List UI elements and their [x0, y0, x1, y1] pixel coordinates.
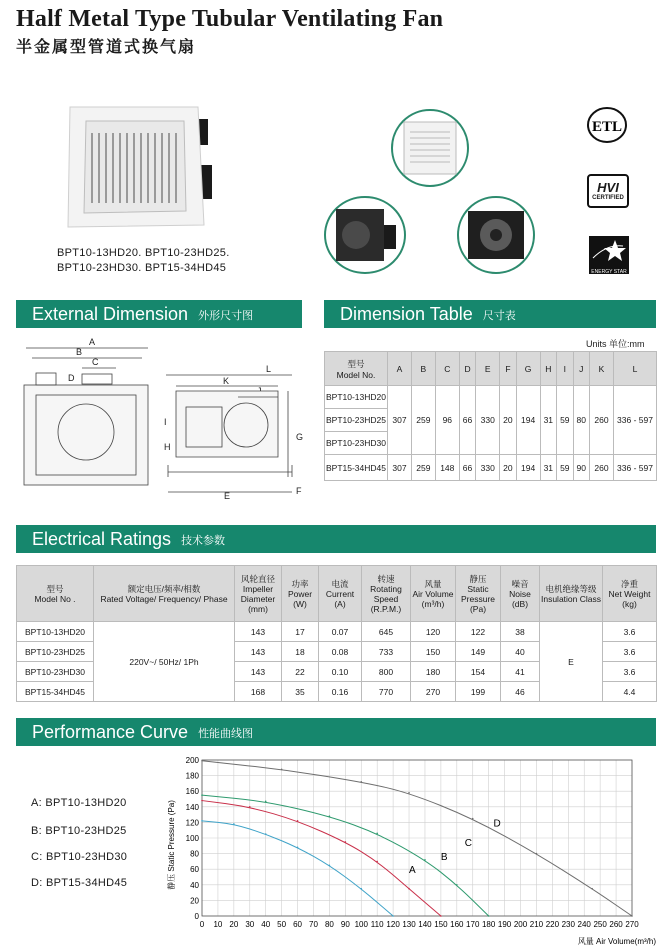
- x-tick-label: 270: [625, 920, 639, 929]
- series-point-b: [201, 800, 203, 802]
- curve-label-c: C: [464, 837, 473, 849]
- x-tick-label: 50: [277, 920, 287, 929]
- et-cell: 645: [362, 622, 411, 642]
- x-tick-label: 260: [609, 920, 623, 929]
- series-point-d: [536, 853, 538, 855]
- star-icon: [589, 236, 629, 264]
- dt-model: BPT10-13HD20: [325, 386, 388, 409]
- dt-cell: 66: [459, 386, 475, 455]
- et-header: 电流 Current (A): [319, 566, 362, 622]
- et-header: 静压 Static Pressure (Pa): [456, 566, 501, 622]
- svg-text:A: A: [89, 337, 96, 347]
- et-cell: 40: [501, 642, 540, 662]
- svg-text:H: H: [164, 442, 171, 452]
- y-tick-label: 180: [185, 771, 199, 781]
- y-tick-label: 80: [190, 849, 199, 859]
- series-point-c: [265, 801, 267, 803]
- et-header: 噪音 Noise (dB): [501, 566, 540, 622]
- series-point-c: [201, 794, 203, 796]
- series-point-b: [249, 806, 251, 808]
- legend-item-d: D: BPT15-34HD45: [31, 877, 128, 889]
- series-point-a: [233, 823, 235, 825]
- x-tick-label: 70: [309, 920, 318, 929]
- x-tick-label: 120: [386, 920, 400, 929]
- y-tick-label: 140: [185, 802, 199, 812]
- dt-header-d: D: [459, 352, 475, 386]
- y-tick-label: 60: [190, 865, 199, 875]
- et-cell: 0.16: [319, 682, 362, 702]
- dt-cell: 330: [476, 386, 500, 455]
- section-dimension-table: Dimension Table 尺寸表: [324, 300, 656, 328]
- x-tick-label: 40: [261, 920, 271, 929]
- dt-model: BPT10-23HD30: [325, 432, 388, 455]
- x-tick-label: 80: [324, 920, 334, 929]
- series-point-d: [408, 792, 410, 794]
- et-cell: 3.6: [603, 662, 657, 682]
- x-tick-label: 0: [199, 920, 205, 929]
- x-tick-label: 160: [450, 920, 464, 929]
- x-tick-label: 170: [466, 920, 480, 929]
- dt-cell: 330: [476, 455, 500, 481]
- svg-text:D: D: [68, 373, 75, 383]
- dt-cell: 148: [435, 455, 459, 481]
- dt-header-h: H: [540, 352, 556, 386]
- x-tick-label: 100: [354, 920, 368, 929]
- et-cell: 143: [235, 662, 282, 682]
- y-tick-label: 160: [185, 787, 199, 797]
- grille-photo: [390, 108, 470, 188]
- energy-star-badge: ENERGY STAR: [589, 236, 629, 274]
- dt-cell: 20: [500, 455, 516, 481]
- curve-label-b: B: [440, 851, 448, 863]
- dt-header-j: J: [573, 352, 589, 386]
- svg-text:B: B: [76, 347, 83, 357]
- x-tick-label: 20: [229, 920, 239, 929]
- dimension-drawing: [16, 337, 304, 507]
- dt-cell: 80: [573, 386, 589, 455]
- dt-cell: 336 - 597: [614, 386, 657, 455]
- dt-cell: 194: [516, 386, 540, 455]
- series-point-b: [376, 861, 378, 863]
- series-point-d: [281, 769, 283, 771]
- dt-header-model: 型号 Model No.: [325, 352, 388, 386]
- dt-model: BPT10-23HD25: [325, 409, 388, 432]
- series-point-a: [392, 915, 394, 917]
- et-cell: 143: [235, 642, 282, 662]
- x-tick-label: 90: [340, 920, 350, 929]
- et-model: BPT10-13HD20: [17, 622, 94, 642]
- et-header: 型号 Model No .: [17, 566, 94, 622]
- section-external-dimension: External Dimension 外形尺寸图: [16, 300, 302, 328]
- side-photo: [322, 195, 408, 275]
- et-model: BPT10-23HD30: [17, 662, 94, 682]
- et-cell: 770: [362, 682, 411, 702]
- dt-cell: 31: [540, 455, 556, 481]
- x-tick-label: 240: [577, 920, 591, 929]
- et-cell: 270: [411, 682, 456, 702]
- section-performance-curve: Performance Curve 性能曲线图: [16, 718, 656, 746]
- et-cell: 41: [501, 662, 540, 682]
- series-point-a: [297, 847, 299, 849]
- et-cell: 120: [411, 622, 456, 642]
- et-cell: 122: [456, 622, 501, 642]
- et-insulation: E: [540, 622, 603, 702]
- dt-cell: 307: [388, 455, 412, 481]
- y-tick-label: 0: [194, 912, 199, 921]
- legend-item-c: C: BPT10-23HD30: [31, 851, 128, 863]
- et-cell: 180: [411, 662, 456, 682]
- x-tick-label: 220: [545, 920, 560, 929]
- curve-label-a: A: [409, 865, 416, 877]
- series-line-b: [202, 801, 441, 916]
- series-point-d: [631, 915, 633, 917]
- svg-text:K: K: [223, 376, 230, 386]
- series-point-d: [360, 781, 362, 783]
- legend-item-a: A: BPT10-13HD20: [31, 797, 127, 809]
- svg-text:E: E: [224, 491, 231, 501]
- chart-x-label: 风量 Air Volume(m³/h): [577, 937, 656, 946]
- dt-cell: 59: [557, 386, 573, 455]
- x-tick-label: 110: [370, 920, 384, 929]
- x-tick-label: 190: [497, 920, 512, 929]
- et-cell: 150: [411, 642, 456, 662]
- et-model: BPT15-34HD45: [17, 682, 94, 702]
- series-point-d: [591, 888, 593, 890]
- dt-cell: 336 - 597: [614, 455, 657, 481]
- et-cell: 0.07: [319, 622, 362, 642]
- x-tick-label: 10: [213, 920, 223, 929]
- y-tick-label: 20: [190, 896, 199, 906]
- x-tick-label: 210: [529, 920, 544, 929]
- dt-cell: 259: [411, 455, 435, 481]
- dt-cell: 96: [435, 386, 459, 455]
- series-point-c: [424, 859, 426, 861]
- svg-text:I: I: [164, 417, 167, 427]
- et-cell: 38: [501, 622, 540, 642]
- dt-header-l: L: [614, 352, 657, 386]
- et-cell: 4.4: [603, 682, 657, 702]
- model-list-line-2: BPT10-23HD30. BPT15-34HD45: [57, 262, 227, 274]
- dt-header-i: I: [557, 352, 573, 386]
- y-tick-label: 100: [185, 834, 199, 843]
- y-tick-label: 120: [185, 818, 199, 828]
- series-point-d: [472, 818, 474, 820]
- page-title-cn: 半金属型管道式换气扇: [16, 37, 197, 56]
- et-header: 净重 Net Weight (kg): [603, 566, 657, 622]
- x-tick-label: 200: [513, 920, 528, 929]
- dt-header-e: E: [476, 352, 500, 386]
- dt-header-f: F: [500, 352, 516, 386]
- fan-product-image: [66, 103, 216, 231]
- et-cell: 143: [235, 622, 282, 642]
- dt-header-g: G: [516, 352, 540, 386]
- series-point-c: [376, 833, 378, 835]
- x-tick-label: 150: [434, 920, 448, 929]
- et-header: 转速 Rotating Speed (R.P.M.): [362, 566, 411, 622]
- x-tick-label: 140: [418, 920, 432, 929]
- et-cell: 3.6: [603, 642, 657, 662]
- etl-badge: [585, 105, 633, 145]
- et-model: BPT10-23HD25: [17, 642, 94, 662]
- dt-header-b: B: [411, 352, 435, 386]
- electrical-table: [16, 565, 657, 702]
- svg-text:G: G: [296, 432, 304, 442]
- dt-cell: 259: [411, 386, 435, 455]
- dt-cell: 66: [459, 455, 475, 481]
- dt-header-a: A: [388, 352, 412, 386]
- dt-cell: 307: [388, 386, 412, 455]
- et-header: 风量 Air Volume (m³/h): [411, 566, 456, 622]
- et-cell: 22: [282, 662, 319, 682]
- x-tick-label: 130: [402, 920, 416, 929]
- svg-text:L: L: [266, 364, 272, 374]
- hvi-badge: HVI CERTIFIED: [587, 174, 629, 208]
- et-cell: 168: [235, 682, 282, 702]
- et-header: 电机绝缘等级 Insulation Class: [540, 566, 603, 622]
- series-point-a: [360, 888, 362, 890]
- et-cell: 154: [456, 662, 501, 682]
- performance-chart: [160, 750, 660, 948]
- svg-text:F: F: [296, 486, 302, 496]
- series-point-c: [329, 815, 331, 817]
- et-cell: 800: [362, 662, 411, 682]
- dt-cell: 20: [500, 386, 516, 455]
- series-point-a: [265, 833, 267, 835]
- et-cell: 199: [456, 682, 501, 702]
- et-header: 风轮直径 Impeller Diameter (mm): [235, 566, 282, 622]
- et-cell: 35: [282, 682, 319, 702]
- series-point-b: [297, 820, 299, 822]
- units-label: Units 单位:mm: [586, 339, 645, 349]
- dimension-table: [324, 351, 657, 481]
- page-title: Half Metal Type Tubular Ventilating Fan: [16, 6, 444, 32]
- legend-item-b: B: BPT10-23HD25: [31, 825, 127, 837]
- y-tick-label: 200: [185, 756, 199, 765]
- series-point-c: [456, 884, 458, 886]
- et-voltage: 220V~/ 50Hz/ 1Ph: [94, 622, 235, 702]
- y-tick-label: 40: [190, 880, 199, 890]
- series-point-c: [488, 915, 490, 917]
- et-header: 功率 Power (W): [282, 566, 319, 622]
- model-list-line-1: BPT10-13HD20. BPT10-23HD25.: [57, 247, 230, 259]
- x-tick-label: 30: [245, 920, 255, 929]
- curve-label-d: D: [493, 818, 501, 830]
- et-cell: 0.08: [319, 642, 362, 662]
- svg-text:ETL: ETL: [591, 119, 623, 135]
- dt-header-k: K: [590, 352, 614, 386]
- et-cell: 149: [456, 642, 501, 662]
- interior-photo: [456, 195, 536, 275]
- x-tick-label: 230: [561, 920, 575, 929]
- series-point-b: [408, 888, 410, 890]
- series-point-a: [201, 820, 203, 822]
- et-cell: 3.6: [603, 622, 657, 642]
- x-tick-label: 60: [293, 920, 303, 929]
- et-header: 额定电压/频率/相数 Rated Voltage/ Frequency/ Phase: [94, 566, 235, 622]
- series-point-a: [329, 865, 331, 867]
- series-line-d: [202, 761, 632, 916]
- dt-cell: 260: [590, 455, 614, 481]
- et-cell: 18: [282, 642, 319, 662]
- et-cell: 46: [501, 682, 540, 702]
- series-point-d: [201, 760, 203, 762]
- x-tick-label: 250: [593, 920, 607, 929]
- dt-cell: 90: [573, 455, 589, 481]
- dt-cell: 59: [557, 455, 573, 481]
- dt-cell: 194: [516, 455, 540, 481]
- et-cell: 17: [282, 622, 319, 642]
- x-tick-label: 180: [481, 920, 496, 929]
- dt-model: BPT15-34HD45: [325, 455, 388, 481]
- svg-text:C: C: [92, 357, 99, 367]
- et-cell: 0.10: [319, 662, 362, 682]
- dt-header-c: C: [435, 352, 459, 386]
- dt-cell: 31: [540, 386, 556, 455]
- series-point-b: [345, 841, 347, 843]
- chart-y-label: 静压 Static Pressure (Pa): [167, 800, 176, 890]
- series-point-b: [440, 915, 442, 917]
- section-electrical-ratings: Electrical Ratings 技术参数: [16, 525, 656, 553]
- dt-cell: 260: [590, 386, 614, 455]
- et-cell: 733: [362, 642, 411, 662]
